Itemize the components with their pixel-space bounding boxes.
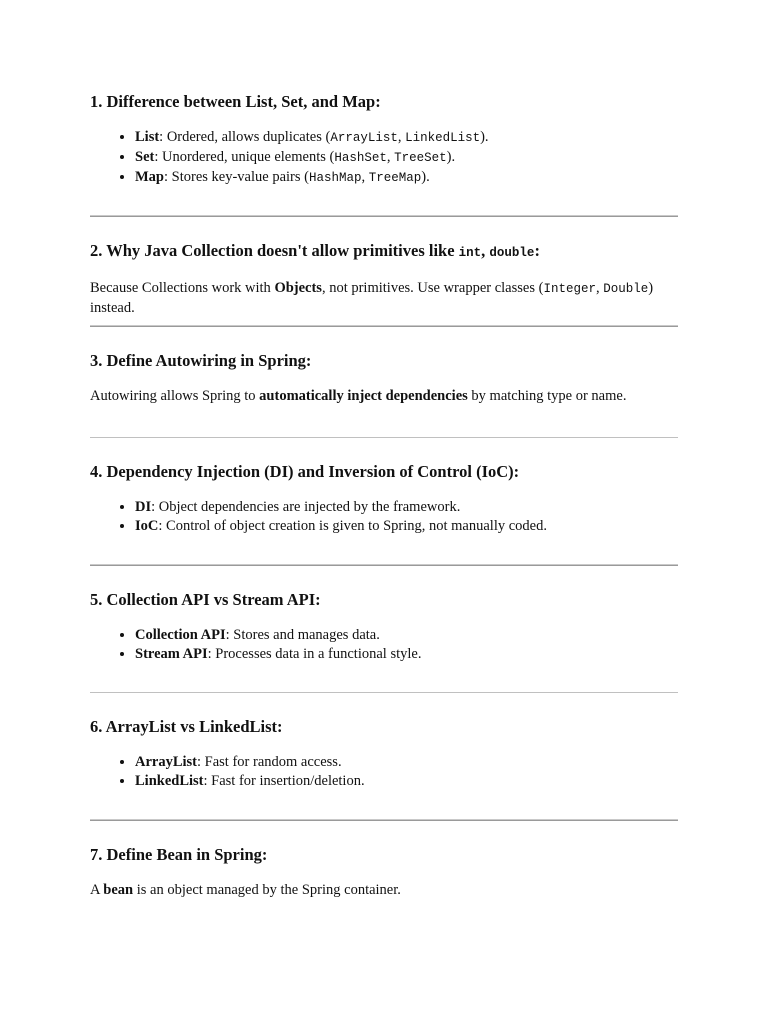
list-item: • DI: Object dependencies are injected by the framework. [135,498,678,517]
section-title: 2. Why Java Collection doesn't allow primitives like int, double: [90,241,540,260]
list-item: • LinkedList: Fast for insertion/deletion. [135,772,678,791]
section-paragraph: Because Collections work with Objects, not primitives. Use wrapper classes (Integer, Double) instead. [90,280,654,316]
section-primitives [90,239,678,325]
section-title: 7. Define Bean in Spring: [90,845,268,864]
section-bean [90,843,678,900]
list-item: • Collection API: Stores and manages data. [135,626,678,645]
bullet-list [90,128,678,188]
section-paragraph: A bean is an object managed by the Spring container. [90,882,401,898]
bullet-list [90,626,678,664]
section-collection-stream [90,588,678,692]
bullet-list [90,498,678,536]
bullet-list [90,753,678,791]
section-arraylist-linkedlist [90,715,678,819]
list-item: • Stream API: Processes data in a functional style. [135,645,678,664]
list-item: • Set: Unordered, unique elements (HashSet, TreeSet). [135,148,678,168]
list-item: • IoC: Control of object creation is given to Spring, not manually coded. [135,517,678,536]
section-title: 5. Collection API vs Stream API: [90,590,321,609]
section-list-set-map [90,90,678,190]
list-item: • ArrayList: Fast for random access. [135,753,678,772]
list-item: • List: Ordered, allows duplicates (ArrayList, LinkedList). [135,128,678,148]
section-autowiring [90,349,678,437]
section-title: 6. ArrayList vs LinkedList: [90,717,283,736]
section-paragraph: Autowiring allows Spring to automatically inject dependencies by matching type or name. [90,388,627,404]
section-title: 1. Difference between List, Set, and Map: [90,92,381,111]
list-item: • Map: Stores key-value pairs (HashMap, TreeMap). [135,168,678,188]
section-title: 4. Dependency Injection (DI) and Inversion of Control (IoC): [90,462,520,481]
section-di-ioc [90,460,678,564]
document-content [90,90,678,900]
section-title: 3. Define Autowiring in Spring: [90,351,312,370]
